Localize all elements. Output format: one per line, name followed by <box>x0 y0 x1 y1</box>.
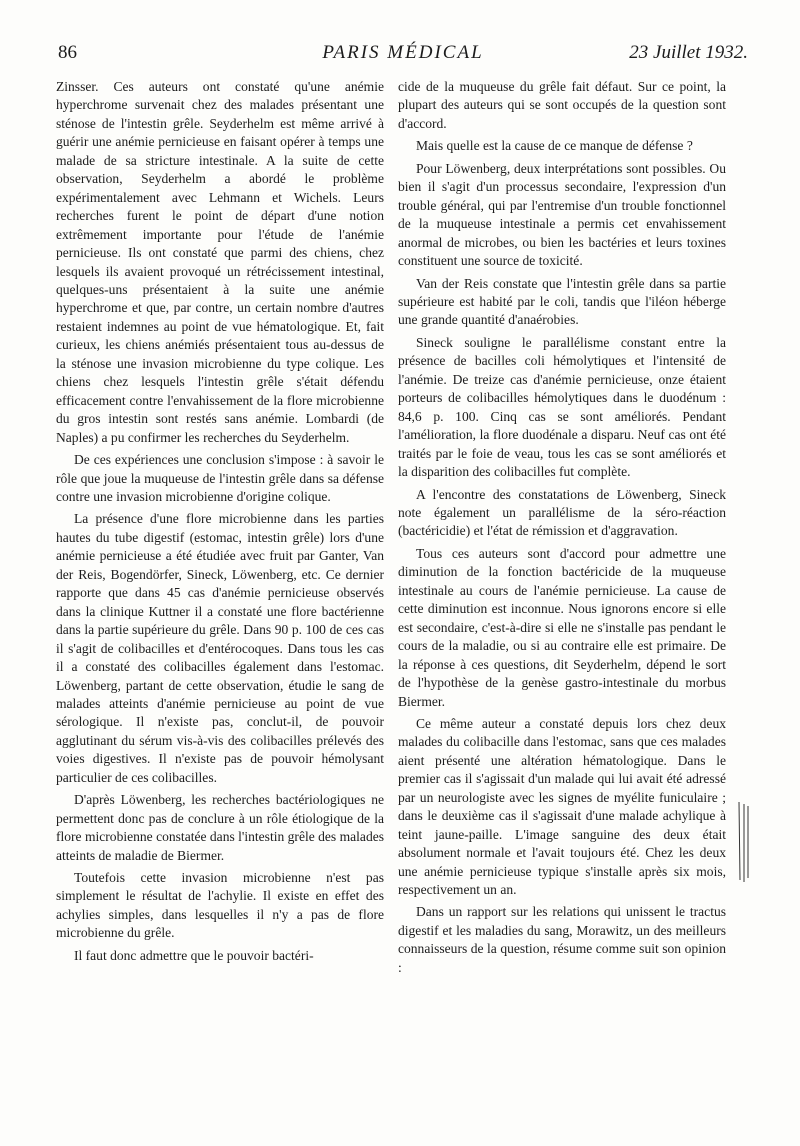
margin-bracket-icon <box>736 800 752 884</box>
paragraph: Dans un rapport sur les relations qui unissent le tractus digestif et les maladies du sang, Morawitz, un des meilleurs connaisseurs de la question, résume comme suit son opinion : <box>398 904 726 975</box>
journal-title: PARIS MÉDICAL <box>322 42 484 63</box>
paragraph: Mais quelle est la cause de ce manque de défense ? <box>416 138 693 154</box>
paragraph: Ce même auteur a constaté depuis lors chez deux malades du colibacille dans l'estomac, sans que ces malades aient présenté une altération hématologique. Dans le premier cas il s'agissait d'un malade qui lui avait été adressé par un neurologiste avec les signes de myélite funiculaire ; dans le deuxième cas il s'agissait d'une malade achylique à teint jaune-paille. L'image sanguine des deux était absolument normale et l'avait toujours été. Chez les deux une anémie pernicieuse typique s'installe après six mois, respectivement un an. <box>398 715 726 898</box>
paragraph: A l'encontre des constatations de Löwenberg, Sineck note également un parallélisme de la séro-réaction (bactéricidie) et l'état de rémission et d'aggravation. <box>398 486 726 539</box>
paragraph: De ces expériences une conclusion s'impose : à savoir le rôle que joue la muqueuse de l'intestin grêle dans sa défense contre une invasion microbienne d'origine colique. <box>56 452 384 504</box>
right-column <box>398 78 726 1128</box>
paragraph: Van der Reis constate que l'intestin grêle dans sa partie supérieure est habité par le coli, tandis que l'iléon héberge une grande quantité d'anaérobies. <box>398 275 726 328</box>
paragraph: D'après Löwenberg, les recherches bactériologiques ne permettent donc pas de conclure à un rôle étiologique de la flore microbienne constatée dans l'intestin grêle des malades atteints de maladie de Biermer. <box>56 792 384 863</box>
paragraph: Toutefois cette invasion microbienne n'est pas simplement le résultat de l'achylie. Il existe en effet des achylies simples, dans lesquelles il n'y a pas de flore microbienne du grêle. <box>56 870 384 941</box>
paragraph: Sineck souligne le parallélisme constant entre la présence de bacilles coli hémolytiques et l'intensité de l'anémie. De treize cas d'anémie pernicieuse, onze étaient porteurs de colibacilles hémolytiques dans le duodénum : 84,6 p. 100. Cinq cas se sont améliorés. Pendant l'amélioration, la flore duodénale a disparu. Neuf cas ont été traités par le foie de veau, tous les cas se sont améliorés et la disparition des colibacilles fut complète. <box>398 334 726 480</box>
issue-date: 23 Juillet 1932. <box>629 42 748 63</box>
paragraph: Zinsser. Ces auteurs ont constaté qu'une anémie hyperchrome survenait chez des malades présentant une sténose de l'intestin grêle. Seyderhelm est même arrivé à guérir une anémie pernicieuse en faisant opérer à temps une malade de sa stricture intestinale. A la suite de cette observation, Seyderhelm a abordé le problème expérimentalement avec Lehmann et Wichels. Leurs recherches furent le point de départ d'une notion extrêmement importante pour l'étude de l'anémie pernicieuse. Ils ont constaté que parmi des chiens, chez lesquels ils avaient provoqué un rétrécissement intestinal, quelques-uns présentaient à la suite une anémie hyperchrome et que, par contre, un certain nombre d'autres restaient indemnes au point de vue hématologique. Et, fait curieux, les chiens anémiés présentaient tous au-dessus de la sténose une invasion microbienne du type colique. Les chiens chez lesquels l'intestin grêle s'était défendu efficacement contre l'envahissement de la flore microbienne du gros intestin sont restés sans anémie. Lombardi (de Naples) a pu confirmer les recherches du Seyderhelm. <box>56 79 384 445</box>
paragraph: Tous ces auteurs sont d'accord pour admettre une diminution de la fonction bactéricide de la muqueuse intestinale au cours de l'anémie pernicieuse. La cause de cette diminution est inconnue. Nous ignorons encore si elle est secondaire, c'est-à-dire si elle ne s'installe pas pendant le cours de la maladie, ou si au contraire elle est primaire. De la réponse à ces questions, dit Seyderhelm, dépend le sort de l'hypothèse de la genèse gastro-intestinale du morbus Biermer. <box>398 545 726 709</box>
paragraph: cide de la muqueuse du grêle fait défaut. Sur ce point, la plupart des auteurs qui se sont occupés de la question sont d'accord. <box>398 79 726 131</box>
left-column <box>56 78 384 1128</box>
paragraph: La présence d'une flore microbienne dans les parties hautes du tube digestif (estomac, intestin grêle) lors d'une anémie pernicieuse a été étudiée avec fruit par Ganter, Van der Reis, Bogendörfer, Sineck, Löwenberg, etc. Ce dernier rapporte que dans 45 cas d'anémie pernicieuse observés dans la clinique Kuttner il a constaté une flore bactérienne dans la partie supérieure du grêle. Dans 90 p. 100 de ces cas il s'agit de colibacilles et d'entérocoques. Dans tous les cas il a constaté des colibacilles également dans l'estomac. Löwenberg, partant de cette observation, étudie le sang de malades atteints d'anémie pernicieuse au point de vue sérologique. Il n'existe pas, conclut-il, de pouvoir agglutinant du sérum vis-à-vis des colibacilles prélevés des voies digestives. Il n'existe pas de pouvoir hémolysant particulier de ces colibacilles. <box>56 511 384 785</box>
page-number: 86 <box>58 42 77 63</box>
paragraph: Il faut donc admettre que le pouvoir bactéri- <box>74 947 314 963</box>
page-header <box>58 42 748 72</box>
paragraph: Pour Löwenberg, deux interprétations sont possibles. Ou bien il s'agit d'un processus secondaire, l'expression d'un trouble général, qui par l'entremise d'un trouble fonctionnel de la muqueuse intestinale a permis cet envahissement anormal de microbes, ou bien les bactéries et leurs toxines constituent une source de toxicité. <box>398 160 726 269</box>
